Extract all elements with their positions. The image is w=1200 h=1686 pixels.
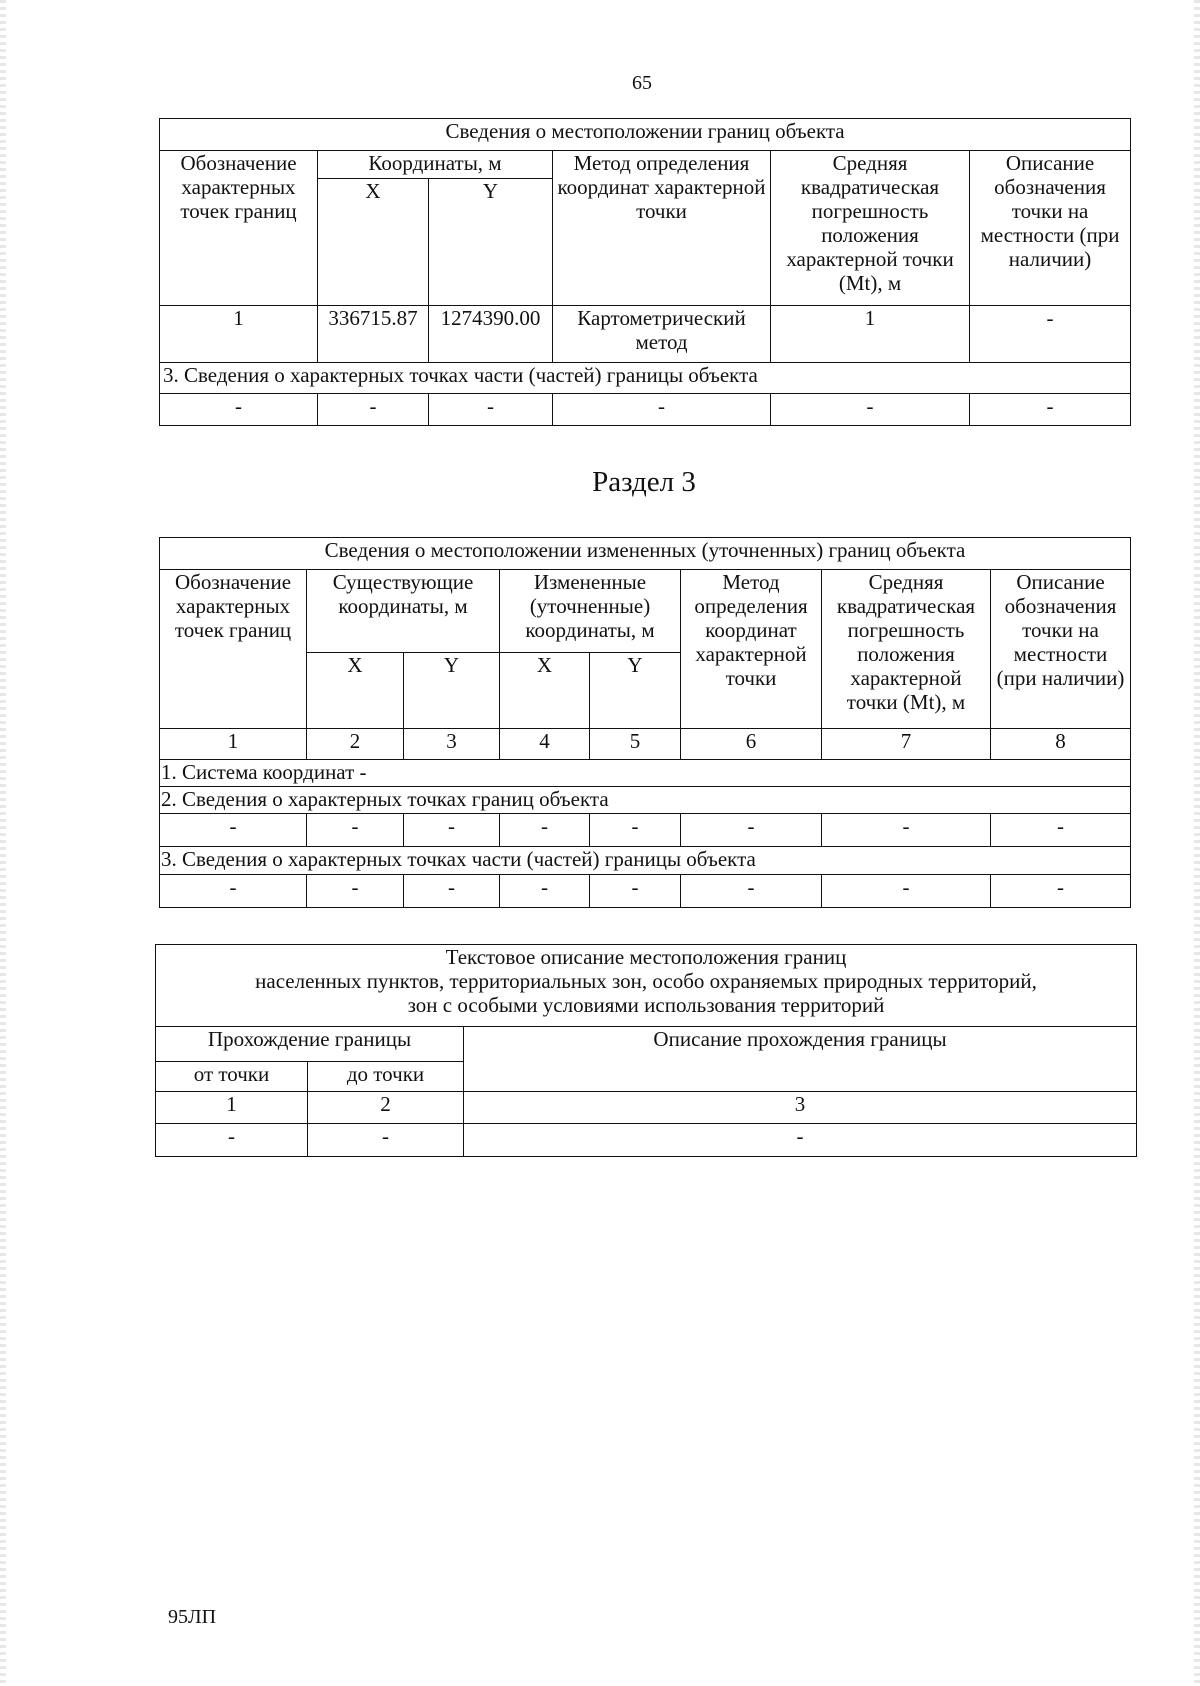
header-x: X (307, 653, 404, 729)
header-changed-coordinates: Измененные (уточненные) координаты, м (500, 570, 681, 653)
scan-edge-left (0, 0, 6, 1686)
subsection-heading: 3. Сведения о характерных точках части (частей) границы объекта (160, 847, 1131, 875)
cell: - (822, 875, 991, 908)
header-error: Средняя квадратическая погрешность положения характерной точки (Mt), м (822, 570, 991, 729)
header-method: Метод определения координат характерной точки (681, 570, 822, 729)
cell: - (970, 306, 1131, 363)
column-number: 2 (307, 729, 404, 760)
header-boundary-description: Описание прохождения границы (464, 1027, 1137, 1092)
cell: - (160, 394, 318, 426)
cell: 1274390.00 (429, 306, 553, 363)
cell: - (590, 875, 681, 908)
column-number: 1 (156, 1092, 308, 1124)
column-number: 3 (404, 729, 500, 760)
table-caption: Сведения о местоположении границ объекта (160, 119, 1131, 151)
column-number: 4 (500, 729, 590, 760)
cell: - (822, 814, 991, 847)
table-row (160, 306, 1131, 363)
table-row (156, 1124, 1137, 1157)
header-to-point: до точки (308, 1062, 464, 1092)
cell: - (991, 875, 1131, 908)
cell: 1 (771, 306, 970, 363)
cell: - (307, 875, 404, 908)
cell: - (681, 875, 822, 908)
subsection-heading: 1. Система координат - (160, 760, 1131, 787)
header-existing-coordinates: Существующие координаты, м (307, 570, 500, 653)
cell: - (991, 814, 1131, 847)
subsection-heading: 2. Сведения о характерных точках границ объекта (160, 787, 1131, 814)
page-number: 65 (632, 72, 652, 94)
title-line: Текстовое описание местоположения границ (445, 945, 847, 969)
table-row (160, 875, 1131, 908)
table-caption: Сведения о местоположении измененных (уточненных) границ объекта (160, 538, 1131, 570)
cell: - (771, 394, 970, 426)
column-number-row (160, 729, 1131, 760)
cell: - (553, 394, 771, 426)
table-row (160, 814, 1131, 847)
title-line: зон с особыми условиями использования территорий (407, 992, 885, 1017)
boundary-text-description-table (155, 944, 1137, 1157)
cell: - (160, 814, 307, 847)
column-number: 8 (991, 729, 1131, 760)
table-row (160, 394, 1131, 426)
header-from-point: от точки (156, 1062, 308, 1092)
cell: - (970, 394, 1131, 426)
title-line: населенных пунктов, территориальных зон, особо охраняемых природных территорий, (255, 968, 1037, 993)
scan-edge-right (1194, 0, 1200, 1686)
cell: 336715.87 (318, 306, 429, 363)
cell: - (500, 814, 590, 847)
header-description: Описание обозначения точки на местности (при наличии) (970, 151, 1131, 306)
changed-boundary-table (159, 537, 1131, 908)
column-number: 7 (822, 729, 991, 760)
column-number: 1 (160, 729, 307, 760)
cell: - (404, 875, 500, 908)
cell: - (500, 875, 590, 908)
header-y: Y (429, 179, 553, 306)
header-point-designation: Обозначение характерных точек границ (160, 151, 318, 306)
cell: - (318, 394, 429, 426)
column-number: 5 (590, 729, 681, 760)
cell: - (308, 1124, 464, 1157)
boundary-location-table (159, 118, 1131, 426)
cell: - (307, 814, 404, 847)
header-y: Y (590, 653, 681, 729)
header-x: X (318, 179, 429, 306)
header-y: Y (404, 653, 500, 729)
subsection-heading: 3. Сведения о характерных точках части (частей) границы объекта (160, 363, 1131, 394)
cell: - (681, 814, 822, 847)
cell: Картометрический метод (553, 306, 771, 363)
column-number: 6 (681, 729, 822, 760)
cell: - (160, 875, 307, 908)
cell: - (429, 394, 553, 426)
header-boundary-passage: Прохождение границы (156, 1027, 464, 1062)
document-code: 95ЛП (168, 1606, 217, 1628)
header-x: X (500, 653, 590, 729)
table-title (156, 945, 1137, 1027)
section-title: Раздел 3 (592, 466, 696, 498)
cell: 1 (160, 306, 318, 363)
column-number: 3 (464, 1092, 1137, 1124)
cell: - (156, 1124, 308, 1157)
cell: - (464, 1124, 1137, 1157)
header-coordinates: Координаты, м (318, 151, 553, 179)
header-point-designation: Обозначение характерных точек границ (160, 570, 307, 729)
column-number-row (156, 1092, 1137, 1124)
cell: - (590, 814, 681, 847)
cell: - (404, 814, 500, 847)
column-number: 2 (308, 1092, 464, 1124)
header-error: Средняя квадратическая погрешность положения характерной точки (Mt), м (771, 151, 970, 306)
header-description: Описание обозначения точки на местности (при наличии) (991, 570, 1131, 729)
header-method: Метод определения координат характерной точки (553, 151, 771, 306)
